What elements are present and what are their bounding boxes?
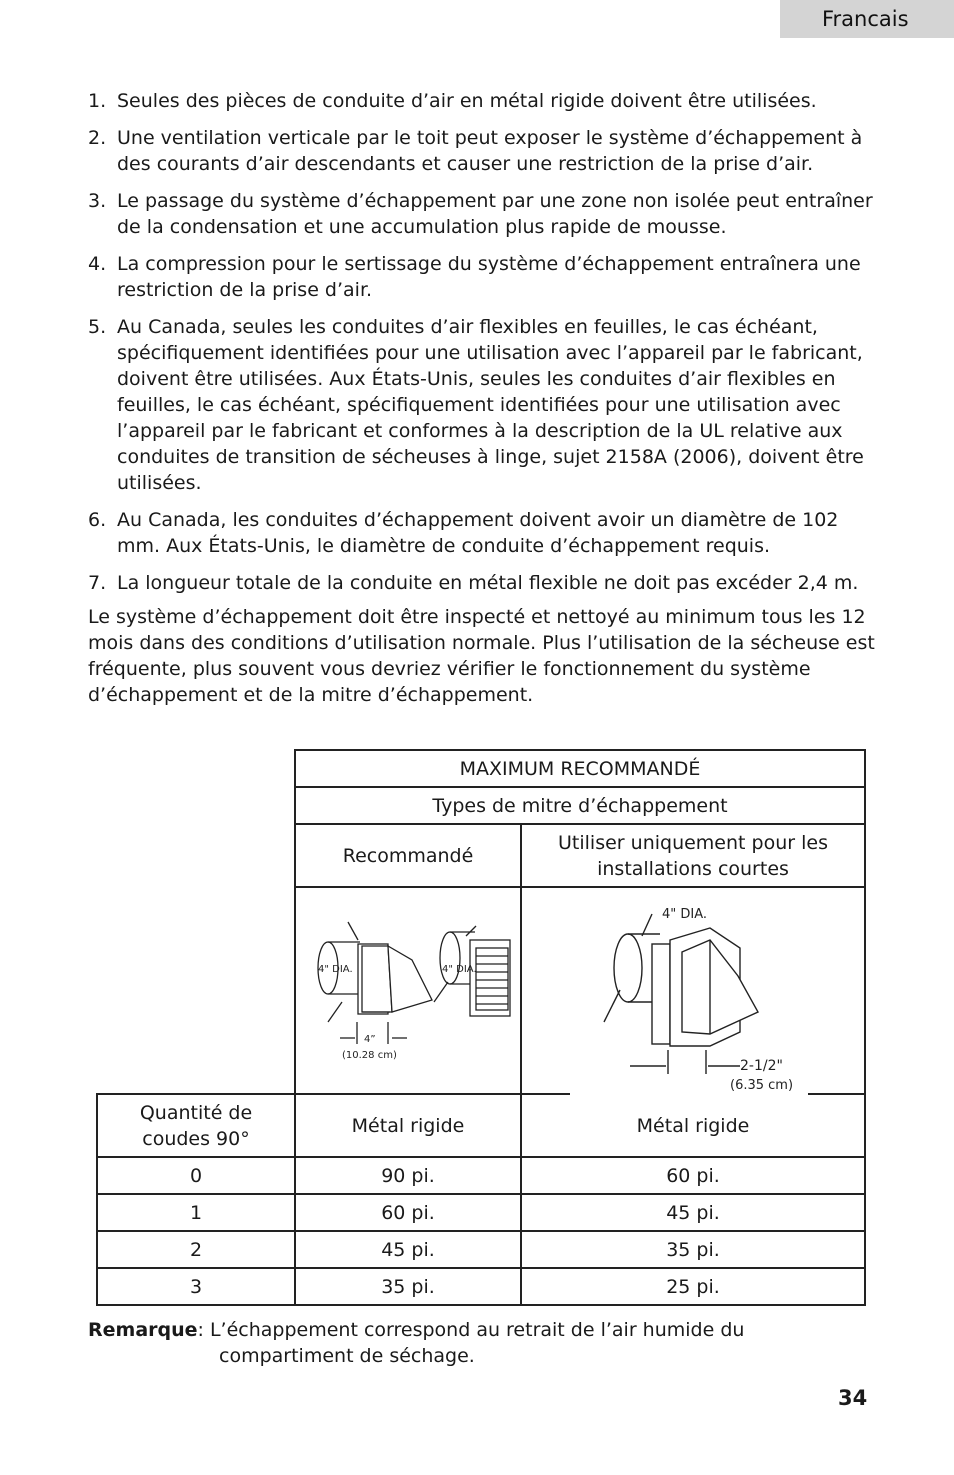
length-short: 60 pi. bbox=[666, 1164, 720, 1187]
item-text: Le passage du système d’échappement par une zone non isolée peut entraîner de la condensation et une accumulation plus rapide de mousse. bbox=[117, 190, 873, 238]
recommended-hood-diagram bbox=[300, 900, 516, 1070]
list-item bbox=[88, 88, 878, 114]
elbow-count: 0 bbox=[189, 1164, 203, 1187]
item-number: 1. bbox=[88, 90, 107, 112]
list-item bbox=[88, 314, 878, 496]
page-number: 34 bbox=[838, 1386, 868, 1410]
instruction-list bbox=[88, 88, 878, 607]
list-item bbox=[88, 125, 878, 177]
short-install-hood-diagram bbox=[590, 900, 820, 1100]
length-short: 25 pi. bbox=[666, 1275, 720, 1298]
depth-cm-label: (6.35 cm) bbox=[730, 1078, 794, 1093]
table-subtitle: Types de mitre d’échappement bbox=[432, 794, 728, 817]
note bbox=[88, 1317, 878, 1369]
maintenance-paragraph: Le système d’échappement doit être inspecté et nettoyé au minimum tous les 12 mois dans des conditions d’utilisation normale. Plus l’utilisation de la sécheuse est fréquente, plus souvent vous devriez vérifier le fonctionnement du système d’échappement et de la mitre d’échappement. bbox=[88, 606, 875, 706]
item-text: La compression pour le sertissage du système d’échappement entraînera une restriction de la prise d’air. bbox=[117, 253, 861, 301]
length-recommended: 35 pi. bbox=[381, 1275, 435, 1298]
item-text: Seules des pièces de conduite d’air en métal rigide doivent être utilisées. bbox=[117, 90, 817, 112]
note-text: : L’échappement correspond au retrait de l’air humide du bbox=[197, 1319, 745, 1341]
length-short: 45 pi. bbox=[666, 1201, 720, 1224]
length-recommended: 60 pi. bbox=[381, 1201, 435, 1224]
table-title: MAXIMUM RECOMMANDÉ bbox=[459, 757, 701, 780]
language-tab: Francais bbox=[780, 0, 954, 38]
elbow-count: 2 bbox=[189, 1238, 203, 1261]
width-label: 4” bbox=[364, 1034, 376, 1045]
item-number: 6. bbox=[88, 509, 107, 531]
note-label: Remarque bbox=[88, 1319, 198, 1341]
elbows-header: Quantité de coudes 90° bbox=[139, 1101, 253, 1150]
material-recommended: Métal rigide bbox=[351, 1114, 465, 1137]
note-text-continued: compartiment de séchage. bbox=[219, 1345, 475, 1367]
elbow-count: 1 bbox=[189, 1201, 203, 1224]
length-recommended: 45 pi. bbox=[381, 1238, 435, 1261]
column-short-installations: Utiliser uniquement pour les installations courtes bbox=[558, 831, 828, 880]
item-text: Au Canada, les conduites d’échappement doivent avoir un diamètre de 102 mm. Aux États-Unis, le diamètre de conduite d’échappement requis. bbox=[117, 509, 839, 557]
list-item bbox=[88, 507, 878, 559]
list-item bbox=[88, 188, 878, 240]
item-number: 4. bbox=[88, 253, 107, 275]
length-recommended: 90 pi. bbox=[381, 1164, 435, 1187]
column-recommended: Recommandé bbox=[342, 844, 474, 867]
depth-label: 2-1/2" bbox=[740, 1058, 783, 1074]
dia-label: 4" DIA. bbox=[318, 964, 353, 975]
dia-label: 4" DIA. bbox=[662, 907, 708, 922]
width-cm-label: (10.28 cm) bbox=[342, 1050, 397, 1061]
item-text: La longueur totale de la conduite en métal flexible ne doit pas excéder 2,4 m. bbox=[117, 572, 859, 594]
item-number: 5. bbox=[88, 316, 107, 338]
item-number: 2. bbox=[88, 127, 107, 149]
item-text: Au Canada, seules les conduites d’air flexibles en feuilles, le cas échéant, spécifiquement identifiées pour une utilisation avec l’appareil par le fabricant, doivent être utilisées. Aux États-Unis, seules les conduites d’air flexibles en feuilles, le cas échéant, spécifiquement identifiées pour une utilisation avec l’appareil par le fabricant et conformes à la description de la UL relative aux conduites de transition de sécheuses à linge, sujet 2158A (2006), doivent être utilisées. bbox=[117, 316, 864, 494]
item-number: 7. bbox=[88, 572, 107, 594]
elbow-count: 3 bbox=[189, 1275, 203, 1298]
dia-label: 4" DIA. bbox=[442, 964, 477, 975]
item-number: 3. bbox=[88, 190, 107, 212]
length-short: 35 pi. bbox=[666, 1238, 720, 1261]
item-text: Une ventilation verticale par le toit peut exposer le système d’échappement à des courants d’air descendants et causer une restriction de la prise d’air. bbox=[117, 127, 863, 175]
list-item bbox=[88, 251, 878, 303]
material-short: Métal rigide bbox=[636, 1114, 750, 1137]
list-item bbox=[88, 570, 878, 596]
